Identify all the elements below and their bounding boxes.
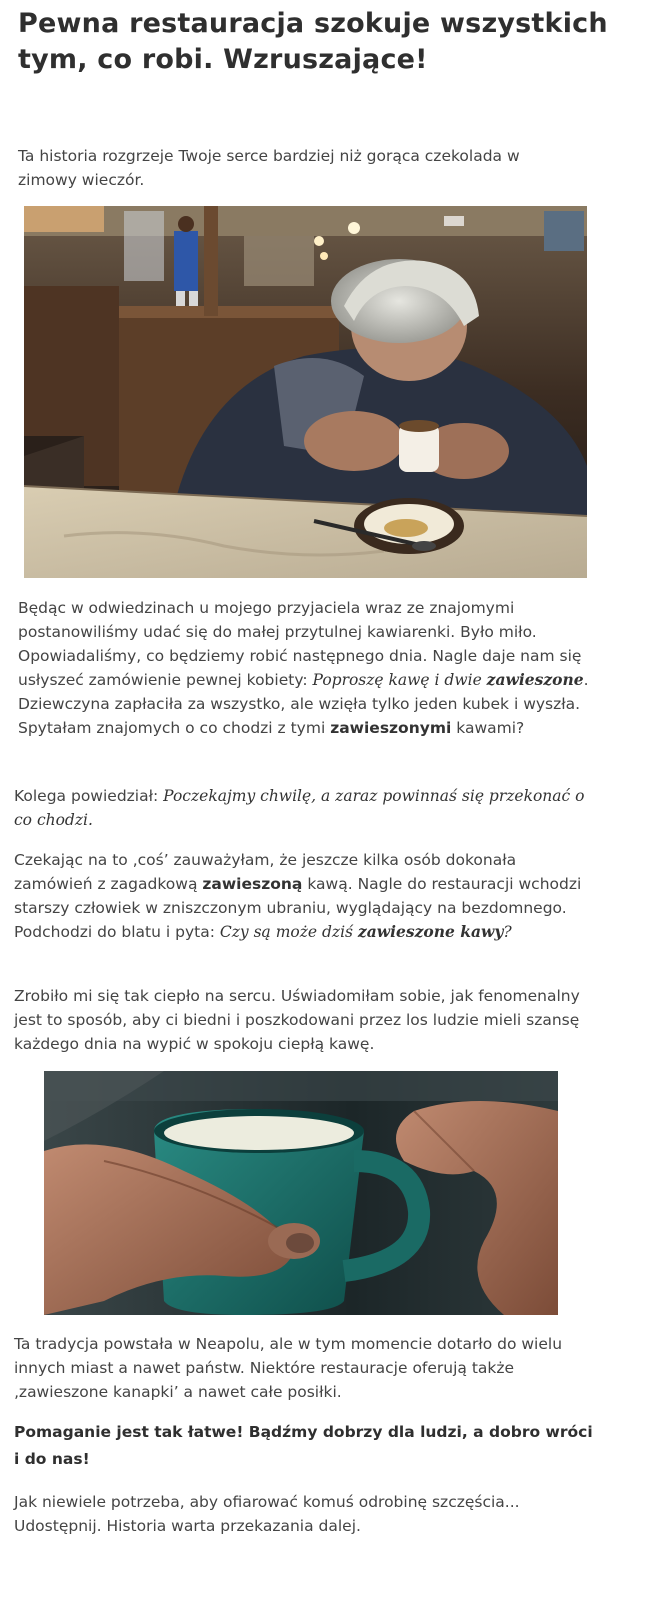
- story-paragraph-1: Będąc w odwiedzinach u mojego przyjaciela wraz ze znajomymi postanowiliśmy udać się do małej przytulnej kawiarenki. Było miło. Opowiadaliśmy, co będziemy robić następnego dnia. Nagle daje nam się usłyszeć zamówienie pewnej kobiety: Poproszę kawę i dwie zawieszone. Dziewczyna zapłaciła za wszystko, ale wzięła tylko jeden kubek i wyszła. Spytałam znajomych o co chodzi z tymi zawieszonymi kawami?: [18, 599, 589, 737]
- article-title: Pewna restauracja szokuje wszystkich tym, co robi. Wzruszające!: [18, 8, 608, 75]
- lead-paragraph: Ta historia rozgrzeje Twoje serce bardziej niż gorąca czekolada w zimowy wieczór.: [18, 147, 520, 189]
- story-paragraph-4: Zrobiło mi się tak ciepło na sercu. Uświadomiłam sobie, jak fenomenalny jest to sposób, aby ci biedni i poszkodowani przez los ludzie mieli szansę każdego dnia na wypić w spokoju ciepłą kawę.: [14, 987, 580, 1053]
- closing-paragraph: Jak niewiele potrzeba, aby ofiarować komuś odrobinę szczęścia... Udostępnij. Historia warta przekazania dalej.: [14, 1493, 520, 1535]
- story-paragraph-5: Ta tradycja powstała w Neapolu, ale w tym momencie dotarło do wielu innych miast a nawet państw. Niektóre restauracje oferują także ‚zawieszone kanapki’ a nawet całe posiłki.: [14, 1335, 563, 1401]
- story-paragraph-3: Czekając na to ‚coś’ zauważyłam, że jeszcze kilka osób dokonała zamówień z zagadkową zawieszoną kawą. Nagle do restauracji wchodzi starszy człowiek w zniszczonym ubraniu, wyglądający na bezdomnego. Podchodzi do blatu i pyta: Czy są może dziś zawieszone kawy?: [14, 851, 582, 941]
- old-man-drinking-coffee-photo: [24, 206, 587, 578]
- story-paragraph-2: Kolega powiedział: Poczekajmy chwilę, a zaraz powinnaś się przekonać o co chodzi.: [14, 787, 585, 829]
- hands-holding-green-mug-photo: [44, 1071, 558, 1315]
- call-to-action-paragraph: Pomaganie jest tak łatwe! Bądźmy dobrzy dla ludzi, a dobro wróci i do nas!: [14, 1423, 593, 1468]
